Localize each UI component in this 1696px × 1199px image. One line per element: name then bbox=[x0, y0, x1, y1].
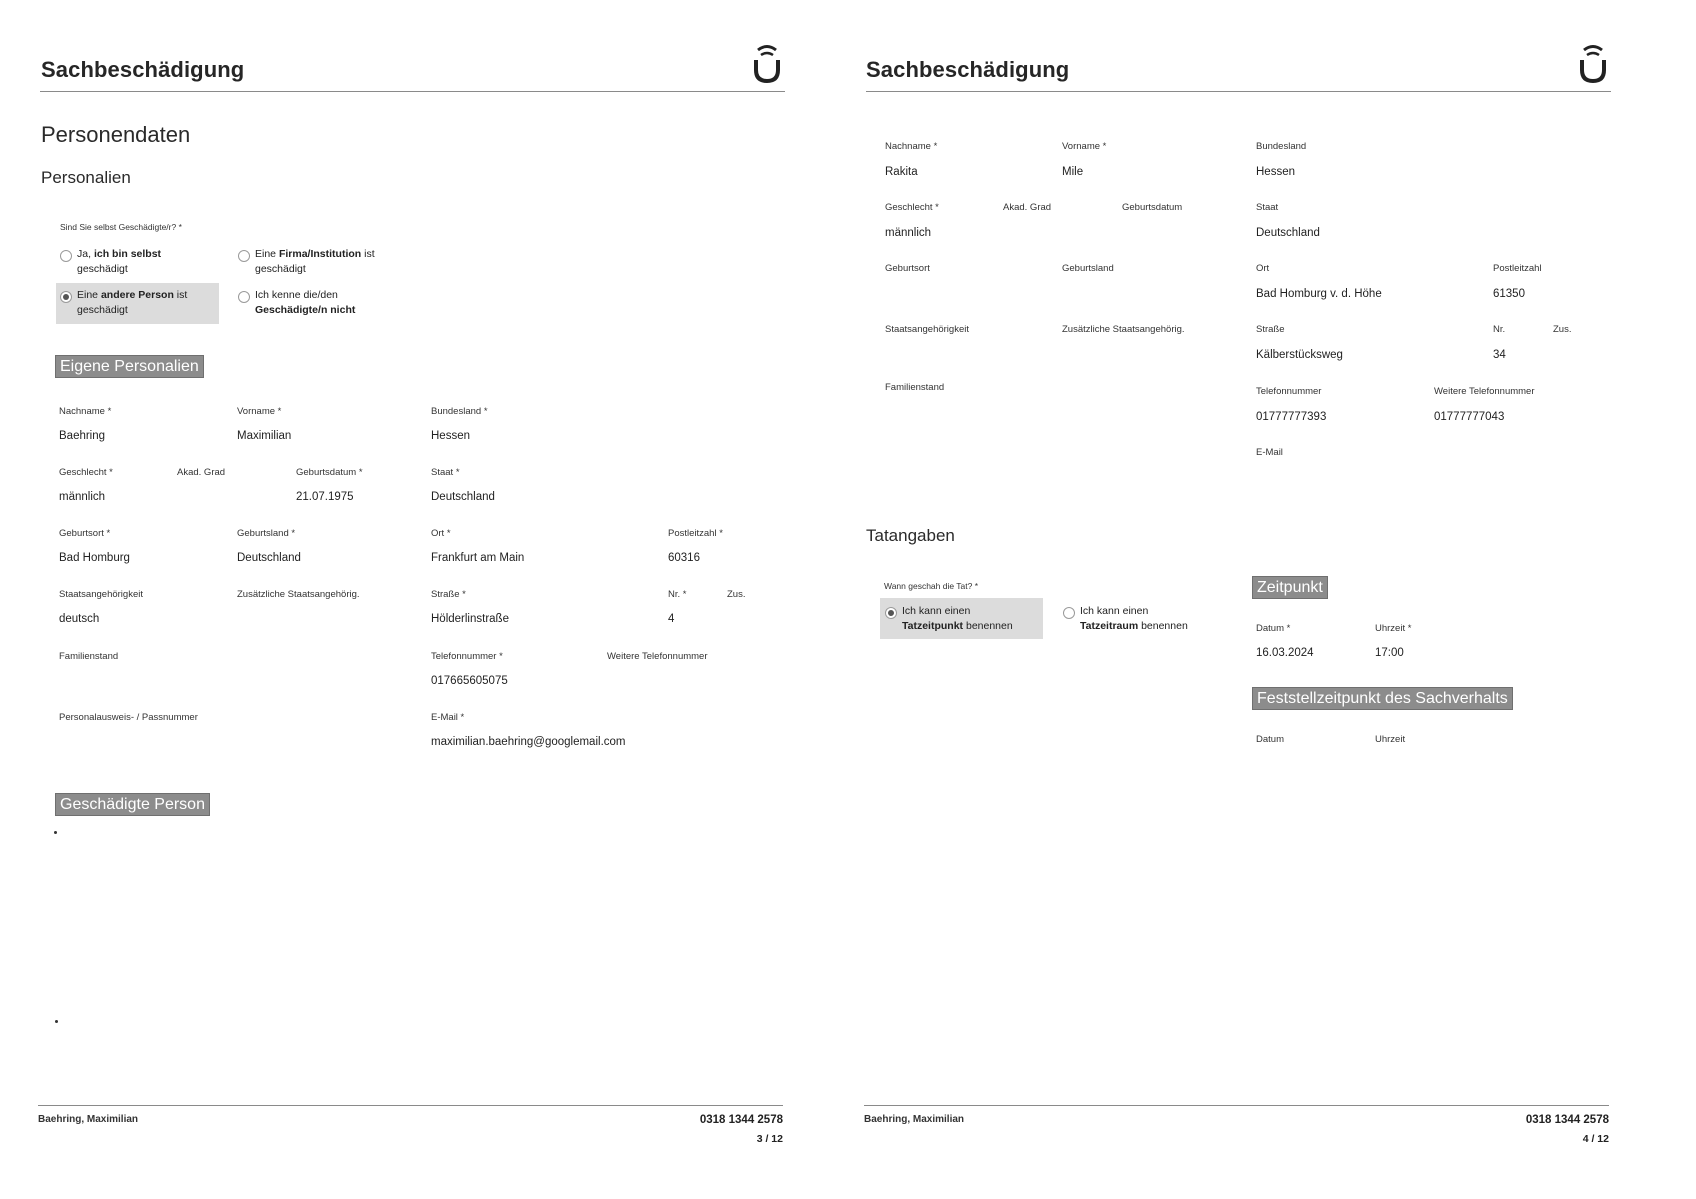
option-company-label: Eine Firma/Institution ist geschädigt bbox=[255, 248, 375, 275]
feststellzeitpunkt-heading: Feststellzeitpunkt des Sachverhalts bbox=[1252, 687, 1513, 710]
nr-label: Nr. * bbox=[668, 589, 687, 600]
geburtsland-label: Geburtsland * bbox=[237, 528, 296, 539]
nr-value: 4 bbox=[668, 613, 675, 625]
bundesland-label: Bundesland bbox=[1256, 141, 1307, 152]
nachname-value: Rakita bbox=[885, 166, 918, 178]
vorname-value: Maximilian bbox=[237, 430, 292, 442]
email-value: maximilian.baehring@googlemail.com bbox=[431, 736, 626, 748]
nachname-label: Nachname * bbox=[59, 406, 112, 417]
ort-value: Bad Homburg v. d. Höhe bbox=[1256, 288, 1382, 300]
telefon-label: Telefonnummer bbox=[1256, 386, 1322, 397]
email-label: E-Mail bbox=[1256, 447, 1283, 458]
familienstand-label: Familienstand bbox=[885, 382, 945, 393]
police-star-logo-icon bbox=[1578, 44, 1608, 84]
tat-question-label: Wann geschah die Tat? * bbox=[884, 581, 979, 591]
strasse-label: Straße bbox=[1256, 324, 1285, 335]
email-label: E-Mail * bbox=[431, 712, 465, 723]
footer-page-number: 3 / 12 bbox=[756, 1133, 783, 1145]
option-self-label: Ja, ich bin selbst geschädigt bbox=[77, 248, 162, 275]
geburtsdatum-label: Geburtsdatum * bbox=[296, 467, 363, 478]
vorname-value: Mile bbox=[1062, 166, 1084, 178]
vorname-label: Vorname * bbox=[237, 406, 282, 417]
footer-case-number: 0318 1344 2578 bbox=[699, 1114, 783, 1126]
radio-company-victim[interactable] bbox=[238, 250, 250, 262]
own-personal-data-heading: Eigene Personalien bbox=[55, 355, 204, 378]
header-rule bbox=[866, 91, 1611, 92]
victim-person-heading: Geschädigte Person bbox=[55, 793, 210, 816]
footer-case-number: 0318 1344 2578 bbox=[1525, 1114, 1609, 1126]
geburtsdatum-value: 21.07.1975 bbox=[296, 491, 354, 503]
strasse-value: Kälberstücksweg bbox=[1256, 349, 1343, 361]
subsection-title: Personalien bbox=[41, 168, 131, 187]
footer-page-number: 4 / 12 bbox=[1582, 1133, 1609, 1145]
geburtsort-value: Bad Homburg bbox=[59, 552, 130, 564]
ort-value: Frankfurt am Main bbox=[431, 552, 525, 564]
plz-label: Postleitzahl * bbox=[668, 528, 723, 539]
geburtsdatum-label: Geburtsdatum bbox=[1122, 202, 1183, 213]
plz-value: 60316 bbox=[668, 552, 700, 564]
telefon-value: 017665605075 bbox=[431, 675, 508, 687]
ausweis-label: Personalausweis- / Passnummer bbox=[59, 712, 198, 723]
telefon-value: 01777777393 bbox=[1256, 411, 1327, 423]
geburtsort-label: Geburtsort * bbox=[59, 528, 111, 539]
nr-label: Nr. bbox=[1493, 324, 1506, 335]
footer-name: Baehring, Maximilian bbox=[38, 1114, 139, 1125]
ort-label: Ort bbox=[1256, 263, 1270, 274]
zus-staatsangehoerigkeit-label: Zusätzliche Staatsangehörig. bbox=[237, 589, 360, 600]
header-title: Sachbeschädigung bbox=[41, 57, 245, 82]
staat-value: Deutschland bbox=[1256, 227, 1320, 239]
staatsangehoerigkeit-value: deutsch bbox=[59, 613, 100, 625]
geschlecht-label: Geschlecht * bbox=[59, 467, 113, 478]
zus-label: Zus. bbox=[1553, 324, 1572, 335]
staat-label: Staat * bbox=[431, 467, 460, 478]
geschlecht-value: männlich bbox=[885, 227, 932, 239]
familienstand-label: Familienstand bbox=[59, 651, 119, 662]
datum-value: 16.03.2024 bbox=[1256, 647, 1314, 659]
nachname-label: Nachname * bbox=[885, 141, 938, 152]
plz-label: Postleitzahl bbox=[1493, 263, 1542, 274]
ort-label: Ort * bbox=[431, 528, 451, 539]
police-star-logo-icon bbox=[752, 44, 782, 84]
feststell-uhrzeit-label: Uhrzeit bbox=[1375, 734, 1406, 745]
feststell-datum-label: Datum bbox=[1256, 734, 1284, 745]
geschlecht-value: männlich bbox=[59, 491, 106, 503]
weitere-telefon-label: Weitere Telefonnummer bbox=[607, 651, 708, 662]
datum-label: Datum * bbox=[1256, 623, 1291, 634]
staatsangehoerigkeit-label: Staatsangehörigkeit bbox=[59, 589, 143, 600]
radio-unknown-victim[interactable] bbox=[238, 291, 250, 303]
radio-tatzeitpunkt[interactable] bbox=[885, 607, 897, 619]
tatangaben-title: Tatangaben bbox=[866, 526, 955, 545]
vorname-label: Vorname * bbox=[1062, 141, 1107, 152]
weitere-telefon-value: 01777777043 bbox=[1434, 411, 1505, 423]
strasse-value: Hölderlinstraße bbox=[431, 613, 509, 625]
option-other-label: Eine andere Person ist geschädigt bbox=[77, 289, 188, 316]
footer-rule bbox=[864, 1105, 1609, 1106]
bundesland-value: Hessen bbox=[1256, 166, 1295, 178]
scan-speck bbox=[54, 831, 57, 834]
scan-speck bbox=[55, 1020, 58, 1023]
option-tatzeitpunkt-label: Ich kann einen Tatzeitpunkt benennen bbox=[902, 605, 1013, 632]
staat-label: Staat bbox=[1256, 202, 1279, 213]
staat-value: Deutschland bbox=[431, 491, 495, 503]
footer-rule bbox=[38, 1105, 783, 1106]
uhrzeit-value: 17:00 bbox=[1375, 647, 1404, 659]
strasse-label: Straße * bbox=[431, 589, 466, 600]
option-tatzeitraum-label: Ich kann einen Tatzeitraum benennen bbox=[1080, 605, 1188, 632]
akad-grad-label: Akad. Grad bbox=[177, 467, 226, 478]
radio-tatzeitraum[interactable] bbox=[1063, 607, 1075, 619]
section-title: Personendaten bbox=[41, 122, 191, 147]
telefon-label: Telefonnummer * bbox=[431, 651, 503, 662]
weitere-telefon-label: Weitere Telefonnummer bbox=[1434, 386, 1535, 397]
victim-question-label: Sind Sie selbst Geschädigte/r? * bbox=[60, 222, 182, 232]
nr-value: 34 bbox=[1493, 349, 1506, 361]
bundesland-label: Bundesland * bbox=[431, 406, 488, 417]
geburtsland-value: Deutschland bbox=[237, 552, 301, 564]
option-unknown-label: Ich kenne die/den Geschädigte/n nicht bbox=[255, 289, 356, 316]
akad-grad-label: Akad. Grad bbox=[1003, 202, 1052, 213]
zus-staatsangehoerigkeit-label: Zusätzliche Staatsangehörig. bbox=[1062, 324, 1185, 335]
nachname-value: Baehring bbox=[59, 430, 106, 442]
geschlecht-label: Geschlecht * bbox=[885, 202, 939, 213]
radio-other-person-victim[interactable] bbox=[60, 291, 72, 303]
footer-name: Baehring, Maximilian bbox=[864, 1114, 965, 1125]
zus-label: Zus. bbox=[727, 589, 746, 600]
staatsangehoerigkeit-label: Staatsangehörigkeit bbox=[885, 324, 969, 335]
geburtsland-label: Geburtsland bbox=[1062, 263, 1114, 274]
zeitpunkt-heading: Zeitpunkt bbox=[1252, 576, 1328, 599]
plz-value: 61350 bbox=[1493, 288, 1525, 300]
bundesland-value: Hessen bbox=[431, 430, 470, 442]
geburtsort-label: Geburtsort bbox=[885, 263, 930, 274]
header-title: Sachbeschädigung bbox=[866, 57, 1070, 82]
uhrzeit-label: Uhrzeit * bbox=[1375, 623, 1412, 634]
header-rule bbox=[40, 91, 785, 92]
radio-self-victim[interactable] bbox=[60, 250, 72, 262]
